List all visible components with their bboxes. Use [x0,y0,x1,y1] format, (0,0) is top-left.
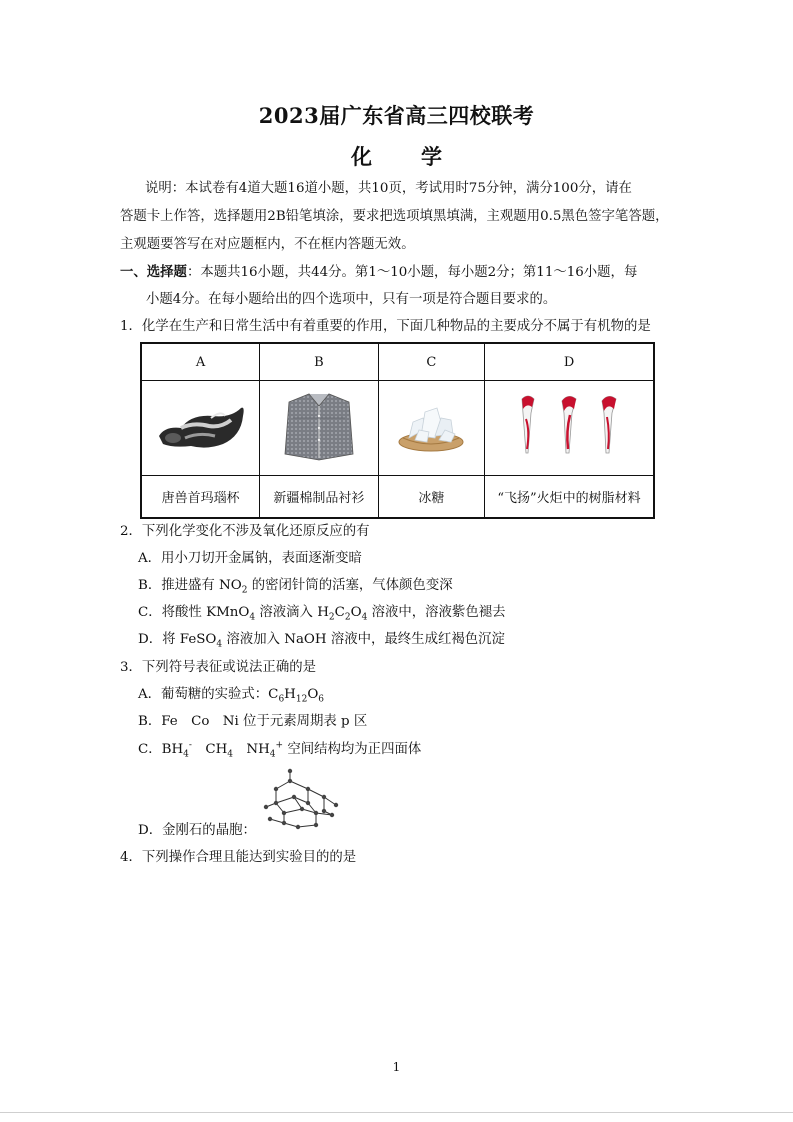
q3-a-s3: 6 [318,694,325,705]
q3-c-sup2: + [275,740,284,751]
instructions-line-3: 主观题要答写在对应题框内，不在框内答题无效。 [120,237,415,252]
q2-option-b [138,577,453,595]
instructions-line-2: 答题卡上作答，选择题用2B铅笔填涂，要求把选项填黑填满，主观题用0.5黑色签字笔答题， [120,209,669,224]
q3-a-s1: 6 [278,694,285,705]
q2-c-c: C [334,605,345,620]
q3-c-s2: 4 [227,749,233,760]
q3-a-pre: A．葡萄糖的实验式：C [138,687,279,702]
q3-a-o: O [307,687,319,702]
q1-caption-a: 唐兽首玛瑙杯 [141,476,260,519]
section-label: 一、选择题 [120,264,187,280]
q3-stem: 3．下列符号表征或说法正确的是 [120,660,316,675]
agate-cup-image [151,396,251,456]
q2-d-post: 溶液加入 NaOH 溶液中，最终生成红褐色沉淀 [222,632,505,647]
shirt-image [279,388,359,464]
instructions-line-1: 说明：本试卷有4道大题16道小题，共10页，考试用时75分钟，满分100分，请在 [145,181,632,196]
q3-a-s2: 12 [295,694,308,705]
q2-option-d [138,631,505,649]
q2-c-sub2: 2 [328,612,335,623]
q2-stem: 2．下列化学变化不涉及氧化还原反应的有 [120,524,370,539]
q1-image-c-cell [378,381,484,476]
q3-c-pre: C．BH [138,742,184,757]
q2-d-sub: 4 [216,639,223,650]
q3-c-ch: CH [191,742,228,757]
q2-c-sub1: 4 [249,612,256,623]
page-title: 2023届广东省高三四校联考 [258,103,535,128]
q2-c-post: 溶液中，溶液紫色褪去 [367,605,506,620]
torch-image [504,391,634,461]
q1-caption-c: 冰糖 [378,476,484,519]
rock-candy-image [395,398,467,454]
q3-option-d: D．金刚石的晶胞： [138,823,256,838]
q1-header-c: C [378,343,484,381]
q1-header-d: D [485,343,654,381]
q1-header-a: A [141,343,260,381]
q1-caption-d: “飞扬”火炬中的树脂材料 [485,476,654,519]
subject-title: 化 学 [351,144,456,169]
q1-image-d-cell [485,381,654,476]
section-heading [120,263,637,282]
q3-option-a [138,686,324,704]
q1-header-b: B [260,343,378,381]
q3-c-sup1: - [188,740,192,751]
section-desc-1: ：本题共16小题，共44分。第1～10小题，每小题2分；第11～16小题，每 [186,265,638,280]
q1-options-table [140,342,655,519]
q3-c-nh: NH [233,742,270,757]
diamond-unit-cell-diagram [262,767,346,833]
q2-c-sub3: 2 [344,612,351,623]
q2-b-sub: 2 [241,585,248,596]
q2-c-mid: 溶液滴入 H [255,605,329,620]
q3-a-h: H [284,687,296,702]
q2-c-pre: C．将酸性 KMnO [138,605,250,620]
q2-option-c [138,604,506,622]
q2-option-a: A．用小刀切开金属钠，表面逐渐变暗 [138,551,362,566]
section-desc-2: 小题4分。在每小题给出的四个选项中，只有一项是符合题目要求的。 [146,292,557,307]
q3-c-post: 空间结构均为正四面体 [283,742,422,757]
q2-b-pre: B．推进盛有 NO [138,578,242,593]
q2-b-post: 的密闭针筒的活塞，气体颜色变深 [247,578,453,593]
q1-stem: 1．化学在生产和日常生活中有着重要的作用，下面几种物品的主要成分不属于有机物的是 [120,319,651,334]
q1-caption-b: 新疆棉制品衬衫 [260,476,378,519]
q2-c-o: O [350,605,362,620]
q1-image-b-cell [260,381,378,476]
q3-option-c [138,741,421,759]
q3-c-s1: 4 [183,749,189,760]
q3-c-s3: 4 [269,749,276,760]
q2-d-pre: D．将 FeSO [138,632,217,647]
q1-image-a-cell [141,381,260,476]
q3-option-b: B．Fe Co Ni 位于元素周期表 p 区 [138,714,368,729]
page-number: 1 [392,1060,401,1074]
page-bottom-rule [0,1112,793,1113]
q4-stem: 4．下列操作合理且能达到实验目的的是 [120,850,357,865]
q2-c-sub4: 4 [361,612,368,623]
